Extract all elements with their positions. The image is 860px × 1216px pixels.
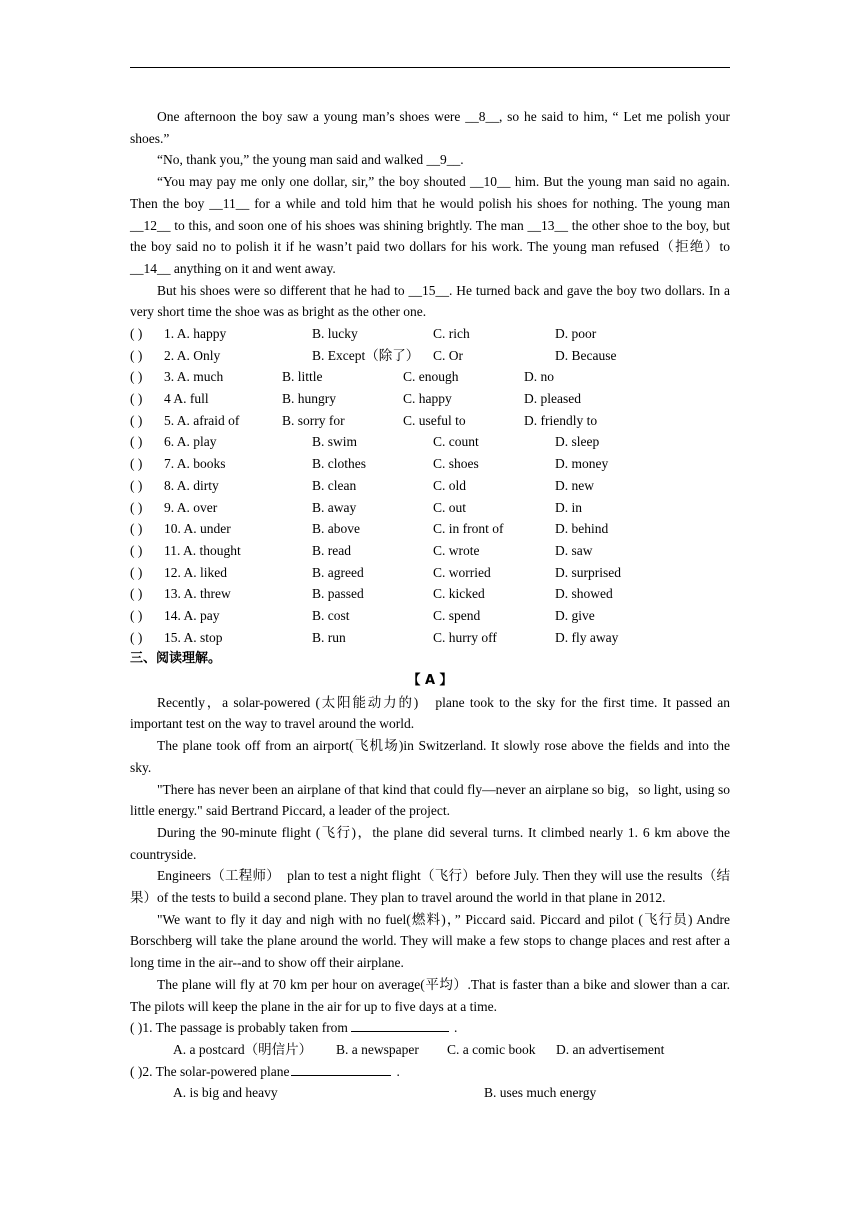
option-d: D. fly away — [555, 629, 619, 645]
cloze-question-row — [130, 410, 730, 432]
option-b: B. read — [312, 542, 351, 558]
option-c: C. enough — [403, 369, 459, 385]
option-d: D. saw — [555, 542, 593, 558]
option-a: 1. A. happy — [164, 326, 227, 342]
option-c: C. count — [433, 434, 479, 450]
passage-paragraph: “No, thank you,” the young man said and walked __9__. — [157, 152, 464, 168]
option-b: B. agreed — [312, 564, 364, 580]
option-c: C. Or — [433, 347, 463, 363]
option-a: 13. A. threw — [164, 586, 231, 602]
option-b: B. little — [282, 369, 323, 385]
option-a: 8. A. dirty — [164, 477, 219, 493]
option-c: C. worried — [433, 564, 491, 580]
option-a: 3. A. much — [164, 369, 224, 385]
option-b: B. a newspaper — [336, 1041, 419, 1057]
option-c: C. wrote — [433, 542, 480, 558]
cloze-question-row — [130, 583, 730, 605]
answer-paren[interactable]: ( ) — [130, 542, 143, 558]
option-d: D. Because — [555, 347, 617, 363]
option-a: 9. A. over — [164, 499, 218, 515]
answer-paren[interactable]: ( ) — [130, 347, 143, 363]
option-d: D. new — [555, 477, 594, 493]
cloze-question-row — [130, 431, 730, 453]
option-b: B. away — [312, 499, 357, 515]
option-b: B. uses much energy — [484, 1085, 597, 1101]
option-a: A. a postcard（明信片） — [173, 1041, 313, 1057]
option-a: 10. A. under — [164, 521, 231, 537]
header-rule — [130, 67, 730, 68]
option-c: C. rich — [433, 326, 470, 342]
option-d: D. an advertisement — [556, 1041, 665, 1057]
option-b: B. swim — [312, 434, 358, 450]
option-c: C. spend — [433, 607, 481, 623]
option-d: D. no — [524, 369, 554, 385]
reading-paragraph: Engineers（工程师） plan to test a night flight（飞行）before July. Then they will use the results（结果）of the tests to build a second plane. They plan to travel around the world in that plane in 2012. — [130, 868, 730, 906]
option-b: B. clean — [312, 477, 357, 493]
question-stem: ( )2. The solar-powered plane . — [130, 1061, 400, 1083]
option-c: C. kicked — [433, 586, 485, 602]
option-d: D. sleep — [555, 434, 600, 450]
answer-paren[interactable]: ( ) — [130, 326, 143, 342]
cloze-question-row — [130, 323, 730, 345]
option-d: D. poor — [555, 326, 597, 342]
option-b: B. run — [312, 629, 346, 645]
answer-paren[interactable]: ( ) — [130, 456, 143, 472]
option-b: B. Except（除了） — [312, 347, 420, 363]
option-a: 12. A. liked — [164, 564, 227, 580]
reading-paragraph: "There has never been an airplane of that kind that could fly—never an airplane so big，so light, using so little energy." said Bertrand Piccard, a leader of the project. — [130, 781, 730, 819]
answer-paren[interactable]: ( ) — [130, 434, 143, 450]
cloze-question-row — [130, 540, 730, 562]
option-a: 7. A. books — [164, 456, 226, 472]
option-c: C. hurry off — [433, 629, 497, 645]
cloze-question-row — [130, 562, 730, 584]
passage-paragraph: “You may pay me only one dollar, sir,” the boy shouted __10__ him. But the young man said no again. Then the boy __11__ for a while and told him that he would polish his shoes for nothing. The young man __12__ to this, and soon one of his shoes was shining brightly. The man __13__ the other shoe to the boy, but the boy said no to polish it if he wasn’t paid two dollars for his work. The young man refused（拒绝）to __14__ anything on it and went away. — [130, 174, 730, 276]
option-b: B. lucky — [312, 326, 358, 342]
document-body — [130, 106, 730, 1104]
answer-paren[interactable]: ( ) — [130, 607, 143, 623]
reading-question-2-options — [130, 1082, 730, 1104]
option-a: 11. A. thought — [164, 542, 241, 558]
reading-paragraph: During the 90-minute flight (飞行)，the plane did several turns. It climbed nearly 1. 6 km above the countryside. — [130, 824, 730, 862]
option-d: D. pleased — [524, 391, 581, 407]
reading-paragraph: The plane took off from an airport(飞机场)in Switzerland. It slowly rose above the fields and into the sky. — [130, 738, 730, 775]
answer-paren[interactable]: ( ) — [130, 629, 143, 645]
cloze-question-row — [130, 497, 730, 519]
passage-label: 【 A 】 — [407, 673, 453, 689]
answer-paren[interactable]: ( ) — [130, 412, 143, 428]
answer-blank[interactable] — [291, 1061, 391, 1076]
answer-blank[interactable] — [351, 1017, 449, 1032]
passage-paragraph: One afternoon the boy saw a young man’s shoes were __8__, so he said to him, “ Let me polish your shoes.” — [130, 109, 730, 146]
cloze-question-row — [130, 388, 730, 410]
answer-paren[interactable]: ( ) — [130, 499, 143, 515]
reading-question-1-options — [130, 1039, 730, 1061]
option-c: C. in front of — [433, 521, 504, 537]
option-a: 15. A. stop — [164, 629, 223, 645]
passage-paragraph: But his shoes were so different that he had to __15__. He turned back and gave the boy two dollars. In a very short time the shoe was as bright as the other one. — [130, 282, 730, 320]
answer-paren[interactable]: ( ) — [130, 391, 143, 407]
answer-paren[interactable]: ( ) — [130, 369, 143, 385]
option-c: C. happy — [403, 391, 452, 407]
option-c: C. old — [433, 477, 467, 493]
option-c: C. out — [433, 499, 467, 515]
answer-paren[interactable]: ( ) — [130, 521, 143, 537]
cloze-question-row — [130, 453, 730, 475]
option-c: C. useful to — [403, 412, 466, 428]
reading-paragraph: "We want to fly it day and nigh with no fuel(燃料)，” Piccard said. Piccard and pilot (飞行员) Andre Borschberg will take the plane around the world. They will make a few stops to change places and rest after a long time in the air--and to show off their airplane. — [130, 911, 730, 971]
option-a: A. is big and heavy — [173, 1085, 278, 1101]
option-a: 2. A. Only — [164, 347, 221, 363]
option-b: B. cost — [312, 607, 350, 623]
question-stem: ( )1. The passage is probably taken from . — [130, 1017, 457, 1039]
option-c: C. a comic book — [447, 1041, 536, 1057]
reading-paragraph: The plane will fly at 70 km per hour on average(平均）.That is faster than a bike and slower than a car. The pilots will keep the plane in the air for up to five days at a time. — [130, 976, 730, 1014]
cloze-question-row — [130, 345, 730, 367]
cloze-question-row — [130, 518, 730, 540]
answer-paren[interactable]: ( ) — [130, 564, 143, 580]
option-a: 14. A. pay — [164, 607, 220, 623]
option-d: D. behind — [555, 521, 609, 537]
option-d: D. friendly to — [524, 412, 598, 428]
option-d: D. money — [555, 456, 609, 472]
cloze-question-row — [130, 366, 730, 388]
cloze-question-row — [130, 475, 730, 497]
option-c: C. shoes — [433, 456, 479, 472]
answer-paren[interactable]: ( ) — [130, 477, 143, 493]
option-b: B. sorry for — [282, 412, 345, 428]
option-d: D. give — [555, 607, 595, 623]
section-heading: 三、阅读理解。 — [130, 651, 222, 667]
option-b: B. passed — [312, 586, 364, 602]
option-b: B. clothes — [312, 456, 366, 472]
option-a: 4 A. full — [164, 391, 209, 407]
reading-question-1 — [130, 1017, 730, 1039]
cloze-question-list — [130, 323, 730, 648]
reading-question-2 — [130, 1061, 730, 1083]
option-d: D. in — [555, 499, 582, 515]
cloze-question-row — [130, 605, 730, 627]
reading-paragraph: Recently，a solar-powered (太阳能动力的) plane took to the sky for the first time. It passed an important test on the way to travel around the world. — [130, 694, 730, 732]
option-a: 6. A. play — [164, 434, 217, 450]
option-b: B. hungry — [282, 391, 336, 407]
answer-paren[interactable]: ( ) — [130, 586, 143, 602]
option-a: 5. A. afraid of — [164, 412, 240, 428]
option-d: D. showed — [555, 586, 613, 602]
cloze-question-row — [130, 627, 730, 649]
option-d: D. surprised — [555, 564, 621, 580]
option-b: B. above — [312, 521, 360, 537]
